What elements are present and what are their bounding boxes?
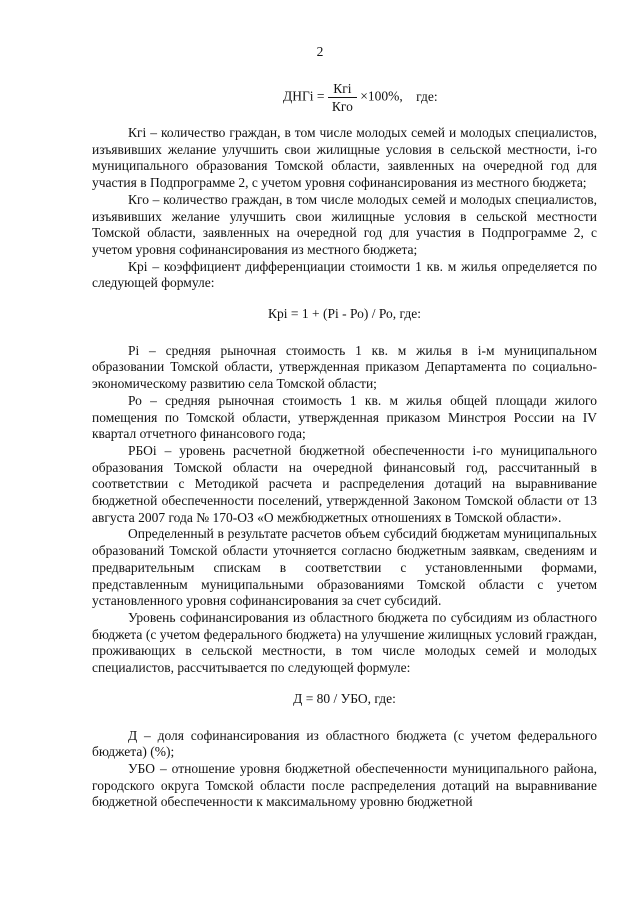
formula-dngi-numerator: Кгi bbox=[328, 80, 357, 98]
formula-dngi-denominator: Кго bbox=[331, 99, 353, 114]
paragraph-kri: Крi – коэффициент дифференциации стоимости 1 кв. м жилья определяется по следующей формуле: bbox=[92, 258, 597, 291]
paragraph-pi: Рi – средняя рыночная стоимость 1 кв. м жилья в i-м муниципальном образовании Томской области, утвержденная приказом Департамента по социально-экономическому развитию села Томской области; bbox=[92, 342, 597, 392]
paragraph-po: Ро – средняя рыночная стоимость 1 кв. м жилья общей площади жилого помещения по Томской области, утвержденная приказом Минстроя России на IV квартал отчетного финансового года; bbox=[92, 392, 597, 442]
paragraph-d: Д – доля софинансирования из областного бюджета (с учетом федерального бюджета) (%); bbox=[92, 727, 597, 760]
page-number: 2 bbox=[316, 44, 324, 59]
paragraph-cofinancing: Уровень софинансирования из областного бюджета по субсидиям из областного бюджета (с учетом федерального бюджета) на улучшение жилищных условий граждан, проживающих в сельской местности, в том числе молодых семей и молодых специалистов, рассчитывается по следующей формуле: bbox=[92, 609, 597, 676]
document-body bbox=[92, 125, 597, 811]
paragraph-subsidies: Определенный в результате расчетов объем субсидий бюджетам муниципальных образований Томской области уточняется согласно бюджетным заявкам, сведениям и предварительным спискам в соответствии с установленными формами, представленным муниципальными образованиями Томской области с учетом установленного уровня софинансирования за счет субсидий. bbox=[92, 526, 597, 609]
paragraph-ubo: УБО – отношение уровня бюджетной обеспеченности муниципального района, городского округа Томской области после распределения дотаций на выравнивание бюджетной обеспеченности к максимальному уровню бюджетной bbox=[92, 760, 597, 810]
formula-dngi-where: где: bbox=[416, 88, 438, 104]
formula-dngi-lhs: ДНГi = bbox=[283, 88, 325, 104]
formula-dngi-fraction bbox=[328, 80, 357, 115]
formula-d: Д = 80 / УБО, где: bbox=[293, 690, 396, 706]
formula-kri: Крi = 1 + (Рi - Ро) / Ро, где: bbox=[267, 306, 422, 322]
paragraph-kgi: Кгi – количество граждан, в том числе молодых семей и молодых специалистов, изъявивших желание улучшить свои жилищные условия в сельской местности, i-го муниципального образования Томской области, заявленных на очередной год для участия в Подпрограмме 2, с учетом уровня софинансирования из местного бюджета; bbox=[92, 125, 597, 191]
formula-dngi bbox=[283, 80, 438, 115]
paragraph-kgo: Кго – количество граждан, в том числе молодых семей и молодых специалистов, изъявивших желание улучшить свои жилищные условия в сельской местности Томской области, заявленных на очередной год для участия в Подпрограмме 2, с учетом уровня софинансирования из местного бюджета; bbox=[92, 191, 597, 257]
formula-dngi-rhs: ×100%, bbox=[360, 88, 403, 104]
paragraph-rboi: РБОi – уровень расчетной бюджетной обеспеченности i-го муниципального образования Томской области на очередной финансовый год, рассчитанный в соответствии с Методикой расчета и распределения дотаций на выравнивание бюджетной обеспеченности поселений, утвержденной Законом Томской области от 13 августа 2007 года № 170-ОЗ «О межбюджетных отношениях в Томской области». bbox=[92, 442, 597, 525]
